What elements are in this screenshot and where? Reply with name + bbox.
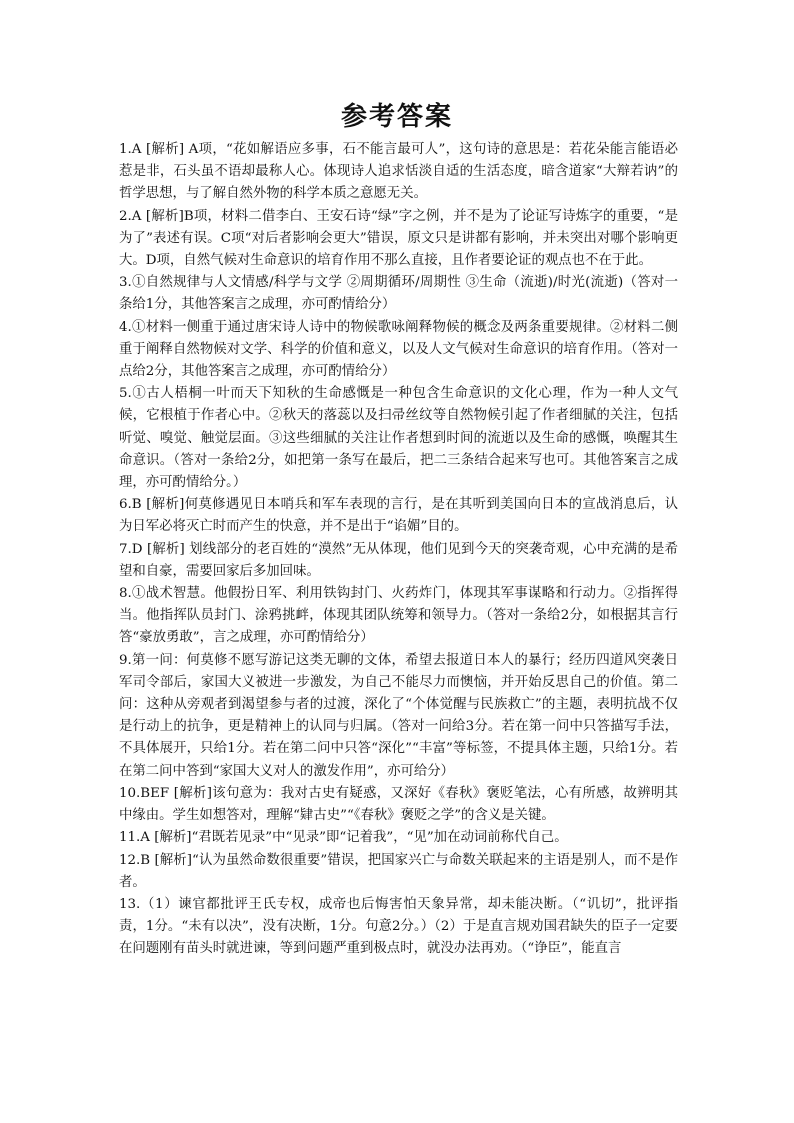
answer-item-2: 2.A [解析]B项，材料二借李白、王安石诗“绿”字之例，并不是为了论证写诗炼字的重要，“是为了”表述有误。C项“对后者影响会更大”错误，原文只是讲都有影响，并未突出对哪个影响更大。D项，自然气候对生命意识的培育作用不那么直接，且作者要论证的观点也不在于此。 xyxy=(119,208,678,269)
answer-item-3: 3.①自然规律与人文情感/科学与文学 ②周期循环/周期性 ③生命（流逝)/时光(流逝)（答对一条给1分，其他答案言之成理，亦可酌情给分） xyxy=(119,275,678,313)
answer-item-13: 13.（1）谏官都批评王氏专权，成帝也后悔害怕天象异常，却未能决断。（“讥切”，批评指责，1分。“未有以决”，没有决断，1分。句意2分。）（2）于是直言规劝国君缺失的臣子一定要在问题刚有苗头时就进谏，等到问题严重到极点时，就没办法再劝。（“诤臣”，能直言 xyxy=(119,896,678,957)
answer-item-6: 6.B [解析]何莫修遇见日本哨兵和军车表现的言行，是在其听到美国向日本的宣战消息后，认为日军必将灭亡时而产生的快意，并不是出于“谄媚”目的。 xyxy=(119,497,678,535)
answer-item-4: 4.①材料一侧重于通过唐宋诗人诗中的物候歌咏阐释物候的概念及两条重要规律。②材料二侧重于阐释自然物候对文学、科学的价值和意义，以及人文气候对生命意识的培育作用。（答对一点给2分，其他答案言之成理，亦可酌情给分） xyxy=(119,319,678,380)
answer-item-7: 7.D [解析] 划线部分的老百姓的“漠然”无从体现，他们见到今天的突袭奇观，心中充满的是希望和自豪，需要回家后多加回味。 xyxy=(119,541,678,579)
answer-item-9: 9.第一问：何莫修不愿写游记这类无聊的文体，希望去报道日本人的暴行；经历四道风突袭日军司令部后，家国大义被进一步激发，为自己不能尽力而懊恼，并开始反思自己的价值。第二问：这种从旁观者到渴望参与者的过渡，深化了“个体觉醒与民族救亡”的主题，表明抗战不仅是行动上的抗争，更是精神上的认同与归属。（答对一问给3分。若在第一问中只答描写手法，不具体展开，只给1分。若在第二问中只答“深化”“丰富”等标签，不提具体主题，只给1分。若在第二问中答到“家国大义对人的激发作用”，亦可给分） xyxy=(119,652,678,779)
answer-item-5: 5.①古人梧桐一叶而天下知秋的生命感慨是一种包含生命意识的文化心理，作为一种人文气候，它根植于作者心中。②秋天的落蕊以及扫帚丝纹等自然物候引起了作者细腻的关注，包括听觉、嗅觉、触觉层面。③这些细腻的关注让作者想到时间的流逝以及生命的感慨，唤醒其生命意识。（答对一条给2分，如把第一条写在最后，把二三条结合起来写也可。其他答案言之成理，亦可酌情给分。） xyxy=(119,386,678,491)
answer-item-1: 1.A [解析] A项，“花如解语应多事，石不能言最可人”，这句诗的意思是：若花朵能言能语必惹是非，石头虽不语却最称人心。体现诗人追求恬淡自适的生活态度，暗含道家“大辩若讷”的哲学思想，与了解自然外物的科学本质之意愿无关。 xyxy=(119,142,678,202)
answer-item-11: 11.A [解析]“君既若见录”中“见录”即“记着我”，“见”加在动词前称代自己。 xyxy=(119,830,568,846)
page-title: 参考答案 xyxy=(340,102,453,132)
answer-item-8: 8.①战术智慧。他假扮日军、利用铁钩封门、火药炸门，体现其军事谋略和行动力。②指挥得当。他指挥队员封门、涂鸦挑衅，体现其团队统筹和领导力。（答对一条给2分，如根据其言行答“豪放勇敢”，言之成理，亦可酌情给分） xyxy=(119,586,678,646)
answer-item-10: 10.BEF [解析]该句意为：我对古史有疑惑，又深好《春秋》褒贬笔法，心有所感，故辨明其中缘由。学生如想答对，理解“肄古史”“《春秋》褒贬之学”的含义是关键。 xyxy=(119,785,678,824)
answer-item-12: 12.B [解析]“认为虽然命数很重要”错误，把国家兴亡与命数关联起来的主语是别人，而不是作者。 xyxy=(119,852,678,890)
answer-list xyxy=(119,139,678,961)
